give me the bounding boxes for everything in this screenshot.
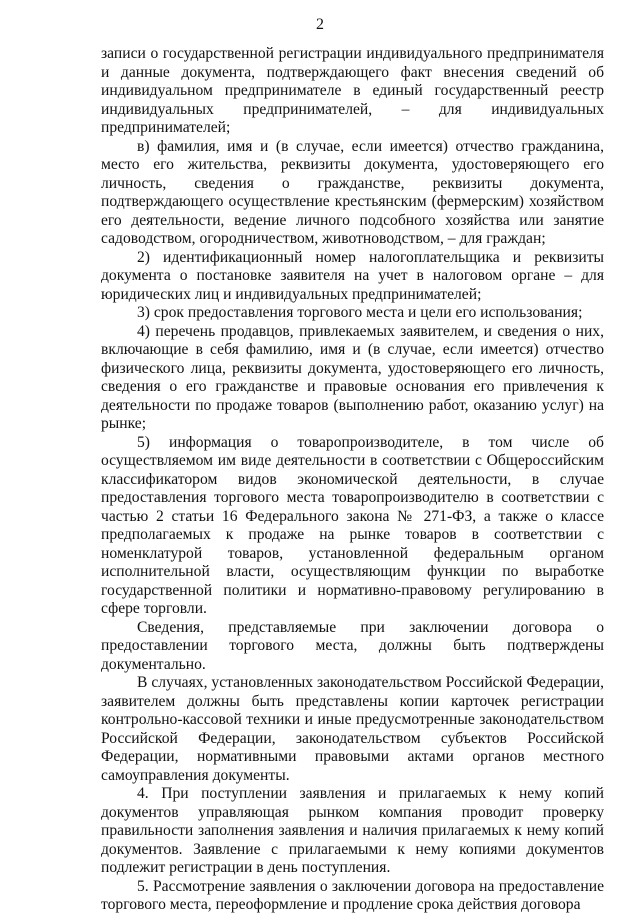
paragraph-application-check: 4. При поступлении заявления и прилагаемых к нему копий документов управляющая рынком компания проводит проверку правильности заполнения заявления и наличия прилагаемых к нему копий документов. Заявление с прилагаемыми к нему копиями документов подлежит регистрации в день поступления. bbox=[101, 785, 604, 876]
document-body bbox=[101, 45, 604, 915]
paragraph-cash-register-copies: В случаях, установленных законодательством Российской Федерации, заявителем должны быть представлены копии карточек регистрации контрольно-кассовой техники и иные предусмотренные законодательством Российской Федерации, законодательством субъектов Российской Федерации, нормативными правовыми актами органов местного самоуправления документы. bbox=[101, 674, 604, 784]
page-number: 2 bbox=[316, 16, 324, 33]
paragraph-term: 3) срок предоставления торгового места и цели его использования; bbox=[137, 304, 583, 321]
paragraph-registration-record: записи о государственной регистрации индивидуального предпринимателя и данные документа, подтверждающего факт внесения сведений об индивидуальном предпринимателе в единый государственный реестр индивидуальных предпринимателей, – для индивидуальных предпринимателей; bbox=[101, 45, 604, 136]
paragraph-consideration: 5. Рассмотрение заявления о заключении договора на предоставление торгового места, переоформление и продление срока действия договора bbox=[101, 877, 604, 913]
paragraph-producer-info: 5) информация о товаропроизводителе, в том числе об осуществляемом им виде деятельности в соответствии с Общероссийским классификатором видов экономической деятельности, в случае предоставления торгового места товаропроизводителю в соответствии с частью 2 статьи 16 Федерального закона № 271-ФЗ, а также о классе предполагаемых к продаже на рынке товаров в соответствии с номенклатурой товаров, установленной федеральным органом исполнительной власти, осуществляющим функции по выработке государственной политики и нормативно-правовому регулированию в сфере торговли. bbox=[101, 433, 604, 617]
paragraph-citizen-details: в) фамилия, имя и (в случае, если имеется) отчество гражданина, место его жительства, реквизиты документа, удостоверяющего его личность, сведения о гражданстве, реквизиты документа, подтверждающего осуществление крестьянским (фермерским) хозяйством его деятельности, ведение личного подсобного хозяйства или занятие садоводством, огородничеством, животноводством, – для граждан; bbox=[101, 137, 604, 247]
paragraph-tax-id: 2) идентификационный номер налогоплательщика и реквизиты документа о постановке заявителя на учет в налоговом органе – для юридических лиц и индивидуальных предпринимателей; bbox=[101, 248, 604, 303]
paragraph-sellers-list: 4) перечень продавцов, привлекаемых заявителем, и сведения о них, включающие в себя фамилию, имя и (в случае, если имеется) отчество физического лица, реквизиты документа, удостоверяющего его личность, сведения о его гражданстве и правовые основания его привлечения к деятельности по продаже товаров (выполнению работ, оказанию услуг) на рынке; bbox=[101, 322, 604, 432]
paragraph-documentation: Сведения, представляемые при заключении договора о предоставлении торгового места, должны быть подтверждены документально. bbox=[101, 618, 604, 673]
